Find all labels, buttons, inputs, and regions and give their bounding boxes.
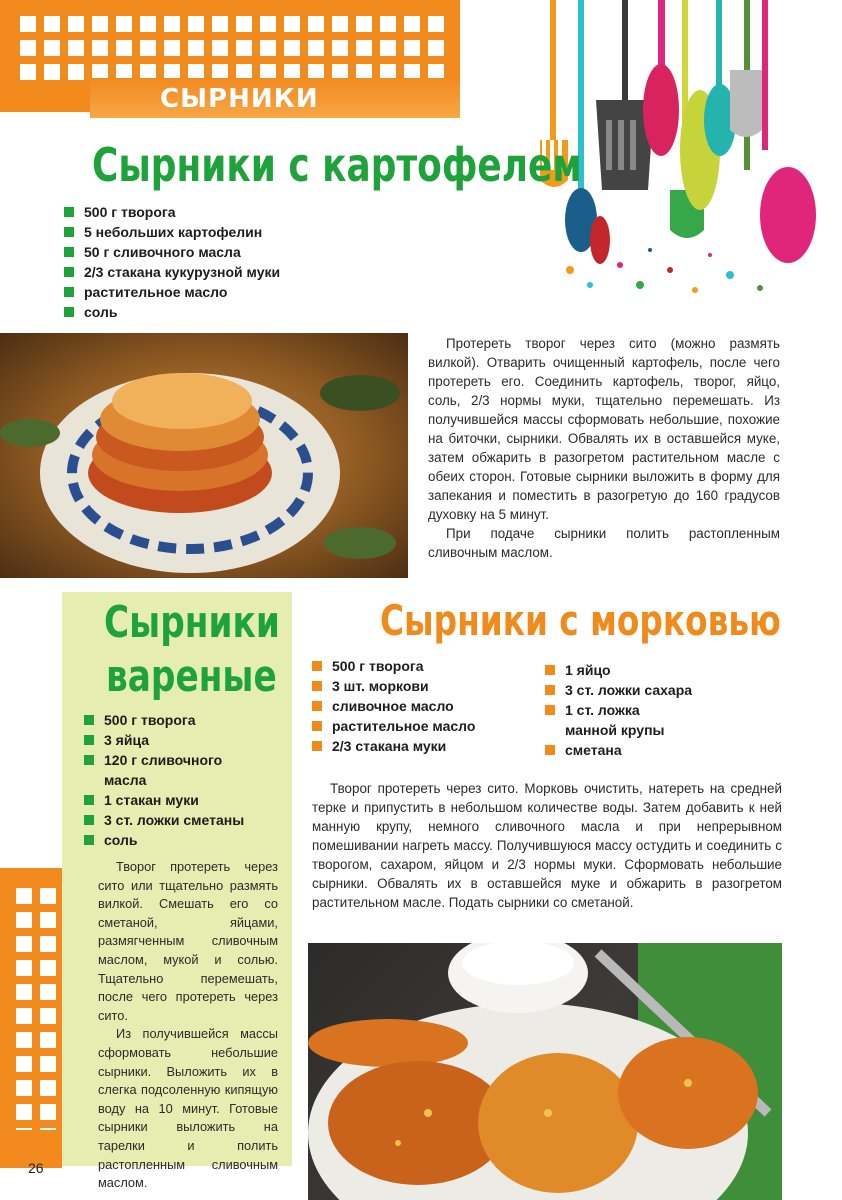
bullet-square-icon <box>312 741 322 751</box>
ingredient-item: 500 г творога <box>82 710 282 730</box>
bullet-square-icon <box>84 835 94 845</box>
bullet-square-icon <box>312 681 322 691</box>
ingredient-item: 500 г творога <box>62 202 362 222</box>
recipe3-method <box>312 779 782 912</box>
ingredient-item: 120 г сливочного масла <box>82 750 264 790</box>
recipe2-ingredients <box>82 710 282 850</box>
ingredient-item: 1 ст. ложка манной крупы <box>543 700 695 740</box>
ingredient-item: 2/3 стакана муки <box>310 736 530 756</box>
ingredient-item: 3 яйца <box>82 730 282 750</box>
recipe2-title-line2: вареные <box>106 651 277 702</box>
method-paragraph: Творог протереть через сито. Морковь очистить, натереть на средней терке и припустить в небольшом количестве воды. Затем добавить к ней манную крупу, немного сливочного масла и при непрерывном помешивании нагреть массу. Получившуюся массу остудить и соединить с творогом, сахаром, яйцом и 2/3 нормы муки. Сформовать небольшие сырники. Обвалять их в оставшейся муке и обжарить в разогретом растительном масле. Подать сырники со сметаной. <box>312 781 782 910</box>
bullet-square-icon <box>84 715 94 725</box>
recipe2-title-line1: Сырники <box>104 597 280 648</box>
ingredient-item: 3 ст. ложки сахара <box>543 680 723 700</box>
ingredient-item: 3 ст. ложки сметаны <box>82 810 282 830</box>
header-pattern <box>12 8 452 80</box>
bullet-square-icon <box>84 755 94 765</box>
ingredient-item: сметана <box>543 740 723 760</box>
ingredient-item: 50 г сливочного масла <box>62 242 362 262</box>
bullet-square-icon <box>312 701 322 711</box>
recipe3-ingredients-col2 <box>543 660 723 760</box>
ingredient-item: соль <box>62 302 362 322</box>
ingredient-item: соль <box>82 830 282 850</box>
bullet-square-icon <box>545 705 555 715</box>
recipe1-ingredients <box>62 202 362 322</box>
ingredient-item: сливочное масло <box>310 696 530 716</box>
recipe3-title: Сырники с морковью <box>380 596 781 645</box>
page-number: 26 <box>28 1160 44 1176</box>
bullet-square-icon <box>545 745 555 755</box>
bullet-square-icon <box>545 685 555 695</box>
ingredient-item: растительное масло <box>310 716 530 736</box>
ingredient-item: растительное масло <box>62 282 362 302</box>
ingredient-item: 1 стакан муки <box>82 790 282 810</box>
ingredient-item: 1 яйцо <box>543 660 723 680</box>
spoon-pink <box>643 64 679 156</box>
fork-head-gray <box>730 70 762 137</box>
fork-handle-orange <box>550 0 556 140</box>
bullet-square-icon <box>64 227 74 237</box>
recipe1-title: Сырники с картофелем <box>92 138 582 192</box>
photo-carrot-syrniki <box>308 943 782 1200</box>
recipe3-ingredients-col1 <box>310 656 530 756</box>
recipe1-method <box>428 334 780 562</box>
method-paragraph: При подаче сырники полить растопленным сливочным маслом. <box>428 526 780 560</box>
photo-potato-syrniki <box>0 333 408 578</box>
bullet-square-icon <box>84 815 94 825</box>
ingredient-item: 500 г творога <box>310 656 530 676</box>
bullet-square-icon <box>84 735 94 745</box>
ingredient-item: 5 небольших картофелин <box>62 222 362 242</box>
section-label: СЫРНИКИ <box>160 84 319 114</box>
bullet-square-icon <box>312 721 322 731</box>
bullet-square-icon <box>64 287 74 297</box>
bullet-square-icon <box>545 665 555 675</box>
side-pattern <box>8 880 56 1130</box>
bullet-square-icon <box>64 307 74 317</box>
bullet-square-icon <box>64 267 74 277</box>
bullet-square-icon <box>64 247 74 257</box>
recipe2-method <box>98 858 278 1193</box>
method-paragraph: Протереть творог через сито (можно размять вилкой). Отварить очищенный картофель, после чего протереть его. Соединить картофель, творог, яйцо, соль, 2/3 нормы муки, тщательно перемешать. Из получившейся массы сформовать небольшие, похожие на биточки, сырники. Обвалять их в оставшейся муке, затем обжарить в разогретом растительном масле с обеих сторон. Готовые сырники выложить в форму для запекания и поместить в разогретую до 160 градусов духовку на 5 минут. <box>428 336 780 522</box>
bullet-square-icon <box>84 795 94 805</box>
method-paragraph: Из получившейся массы сформовать небольшие сырники. Выложить их в слегка подсоленную кипящую воду на 10 минут. Готовые сырники выложить на тарелки и полить растопленным сливочным маслом. <box>98 1026 278 1191</box>
ingredient-item: 3 шт. моркови <box>310 676 530 696</box>
method-paragraph: Творог протереть через сито или тщательно размять вилкой. Смешать его со сметаной, яйцами, размягченным сливочным маслом, мукой и солью. Тщательно перемешать, после чего протереть через сито. <box>98 859 278 1023</box>
ingredient-item: 2/3 стакана кукурузной муки <box>62 262 362 282</box>
bullet-square-icon <box>64 207 74 217</box>
bullet-square-icon <box>312 661 322 671</box>
